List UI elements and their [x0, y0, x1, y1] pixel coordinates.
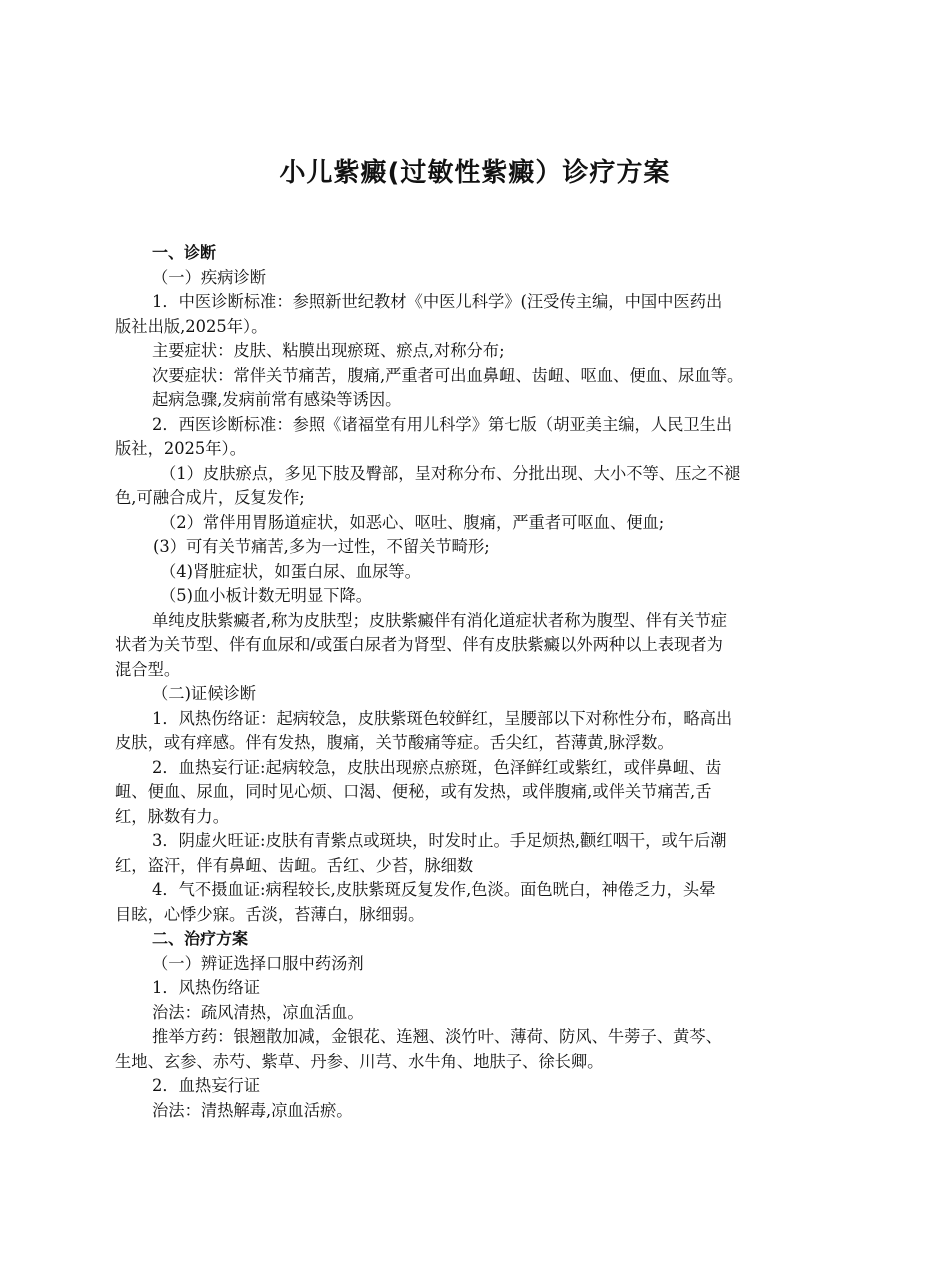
text-line: 治法：清热解毒,凉血活瘀。 — [152, 1100, 353, 1120]
text-line: 衄、便血、尿血，同时见心烦、口渴、便秘，或有发热，或伴腹痛,或伴关节痛苦,舌 — [115, 782, 712, 801]
text-line: 生地、玄参、赤芍、紫草、丹参、川芎、水牛角、地肤子、徐长卿。 — [115, 1051, 604, 1071]
text-line: (3）可有关节痛苦,多为一过性，不留关节畸形; — [153, 537, 490, 556]
text-line: 1．风热伤络证：起病较急，皮肤紫斑色较鲜红，呈腰部以下对称性分布，略高出 — [152, 708, 733, 728]
text-line: 皮肤，或有痒感。伴有发热，腹痛，关节酸痛等症。舌尖红，苔薄黄,脉浮数。 — [115, 733, 674, 752]
text-line: 状者为关节型、伴有血尿和/或蛋白尿者为肾型、伴有皮肤紫癜以外两种以上表现者为 — [115, 635, 723, 654]
text-line: （5)血小板计数无明显下降。 — [160, 586, 373, 605]
section-heading: 一、诊断 — [152, 243, 217, 262]
text-line: 推举方药：银翘散加减，金银花、连翘、淡竹叶、薄荷、防风、牛蒡子、黄芩、 — [152, 1027, 722, 1046]
text-line: 次要症状：常伴关节痛苦，腹痛,严重者可出血鼻衄、齿衄、呕血、便血、尿血等。 — [152, 365, 744, 385]
text-line: 4．气不摄血证:病程较长,皮肤紫斑反复发作,色淡。面色晄白，神倦乏力，头晕 — [152, 880, 716, 899]
text-line: （4)肾脏症状，如蛋白尿、血尿等。 — [160, 561, 421, 581]
text-line: 目眩，心悸少寐。舌淡，苔薄白，脉细弱。 — [115, 904, 425, 924]
text-line: （1）皮肤瘀点，多见下肢及臀部，呈对称分布、分批出现、大小不等、压之不褪 — [160, 463, 741, 483]
text-line: （一）辨证选择口服中药汤剂 — [152, 953, 364, 973]
text-line: 主要症状：皮肤、粘膜出现瘀斑、瘀点,对称分布; — [152, 341, 505, 360]
text-line: 单纯皮肤紫癜者,称为皮肤型；皮肤紫癜伴有消化道症状者称为腹型、伴有关节症 — [152, 610, 728, 630]
section-heading: 二、治疗方案 — [152, 929, 249, 948]
text-line: （二)证候诊断 — [152, 684, 257, 703]
text-line: 1．中医诊断标准：参照新世纪教材《中医儿科学》(汪受传主编，中国中医药出 — [152, 292, 723, 311]
text-line: 治法：疏风清热，凉血活血。 — [152, 1002, 364, 1022]
text-line: （一）疾病诊断 — [152, 267, 266, 287]
text-line: 混合型。 — [115, 659, 181, 679]
text-line: 3．阴虚火旺证:皮肤有青紫点或斑块，时发时止。手足烦热,颧红咽干，或午后潮 — [152, 831, 727, 850]
text-line: （2）常伴用胃肠道症状，如恶心、呕吐、腹痛，严重者可呕血、便血; — [160, 512, 665, 532]
text-line: 红，盗汗，伴有鼻衄、齿衄。舌红、少苔，脉细数 — [115, 855, 474, 875]
document-title: 小儿紫癜(过敏性紫癜）诊疗方案 — [279, 158, 671, 188]
text-line: 2．西医诊断标准：参照《诸福堂有用儿科学》第七版（胡亚美主编，人民卫生出 — [152, 414, 733, 434]
document-body — [115, 241, 837, 1123]
text-line: 2．血热妄行证 — [152, 1076, 261, 1095]
text-line: 版社出版,2025年）。 — [115, 316, 268, 336]
text-line: 色,可融合成片，反复发作; — [115, 488, 305, 507]
text-line: 2．血热妄行证:起病较急，皮肤出现瘀点瘀斑，色泽鲜红或紫红，或伴鼻衄、齿 — [152, 757, 722, 777]
text-line: 红，脉数有力。 — [115, 806, 229, 826]
text-line: 版社，2025年）。 — [115, 439, 246, 458]
text-line: 1．风热伤络证 — [152, 978, 261, 997]
text-line: 起病急骤,发病前常有感染等诱因。 — [152, 390, 402, 409]
